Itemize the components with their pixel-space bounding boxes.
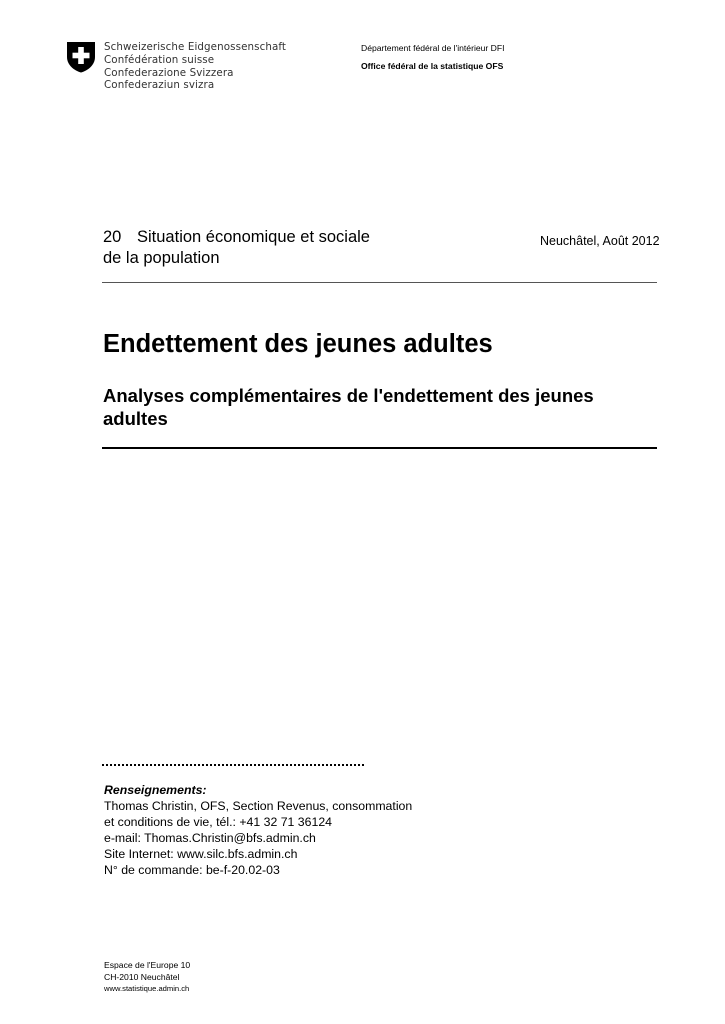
footer-address — [104, 960, 190, 995]
confederation-name-fr: Confédération suisse — [104, 53, 215, 66]
theme-number: 20 — [103, 228, 122, 246]
divider — [102, 282, 657, 283]
dotted-separator — [102, 764, 364, 766]
divider — [102, 447, 657, 449]
contact-email: e-mail: Thomas.Christin@bfs.admin.ch — [104, 831, 316, 845]
page-title: Endettement des jeunes adultes — [103, 330, 493, 358]
theme-heading — [103, 227, 370, 268]
contact-line: et conditions de vie, tél.: +41 32 71 36124 — [104, 815, 333, 829]
contact-heading: Renseignements: — [104, 783, 207, 797]
theme-title-line2: de la population — [103, 248, 220, 267]
confederation-name-it: Confederazione Svizzera — [104, 66, 234, 79]
confederation-names — [104, 41, 286, 92]
contact-website: Site Internet: www.silc.bfs.admin.ch — [104, 847, 298, 861]
footer-website: www.statistique.admin.ch — [104, 984, 190, 994]
theme-title-line1: Situation économique et sociale — [137, 228, 370, 246]
office-name: Office fédéral de la statistique OFS — [361, 61, 504, 71]
address-line: CH-2010 Neuchâtel — [104, 971, 180, 982]
confederation-name-rm: Confederaziun svizra — [104, 79, 215, 92]
publication-date: Neuchâtel, Août 2012 — [540, 234, 660, 248]
contact-line: Thomas Christin, OFS, Section Revenus, consommation — [104, 799, 413, 813]
page-subtitle: Analyses complémentaires de l'endettement des jeunes adultes — [103, 385, 594, 429]
swiss-shield-icon — [66, 41, 96, 73]
contact-info — [104, 782, 412, 878]
order-number: N° de commande: be-f-20.02-03 — [104, 863, 280, 877]
address-line: Espace de l'Europe 10 — [104, 960, 191, 970]
department-name: Département fédéral de l'intérieur DFI — [361, 43, 505, 53]
confederation-name-de: Schweizerische Eidgenossenschaft — [104, 41, 287, 53]
